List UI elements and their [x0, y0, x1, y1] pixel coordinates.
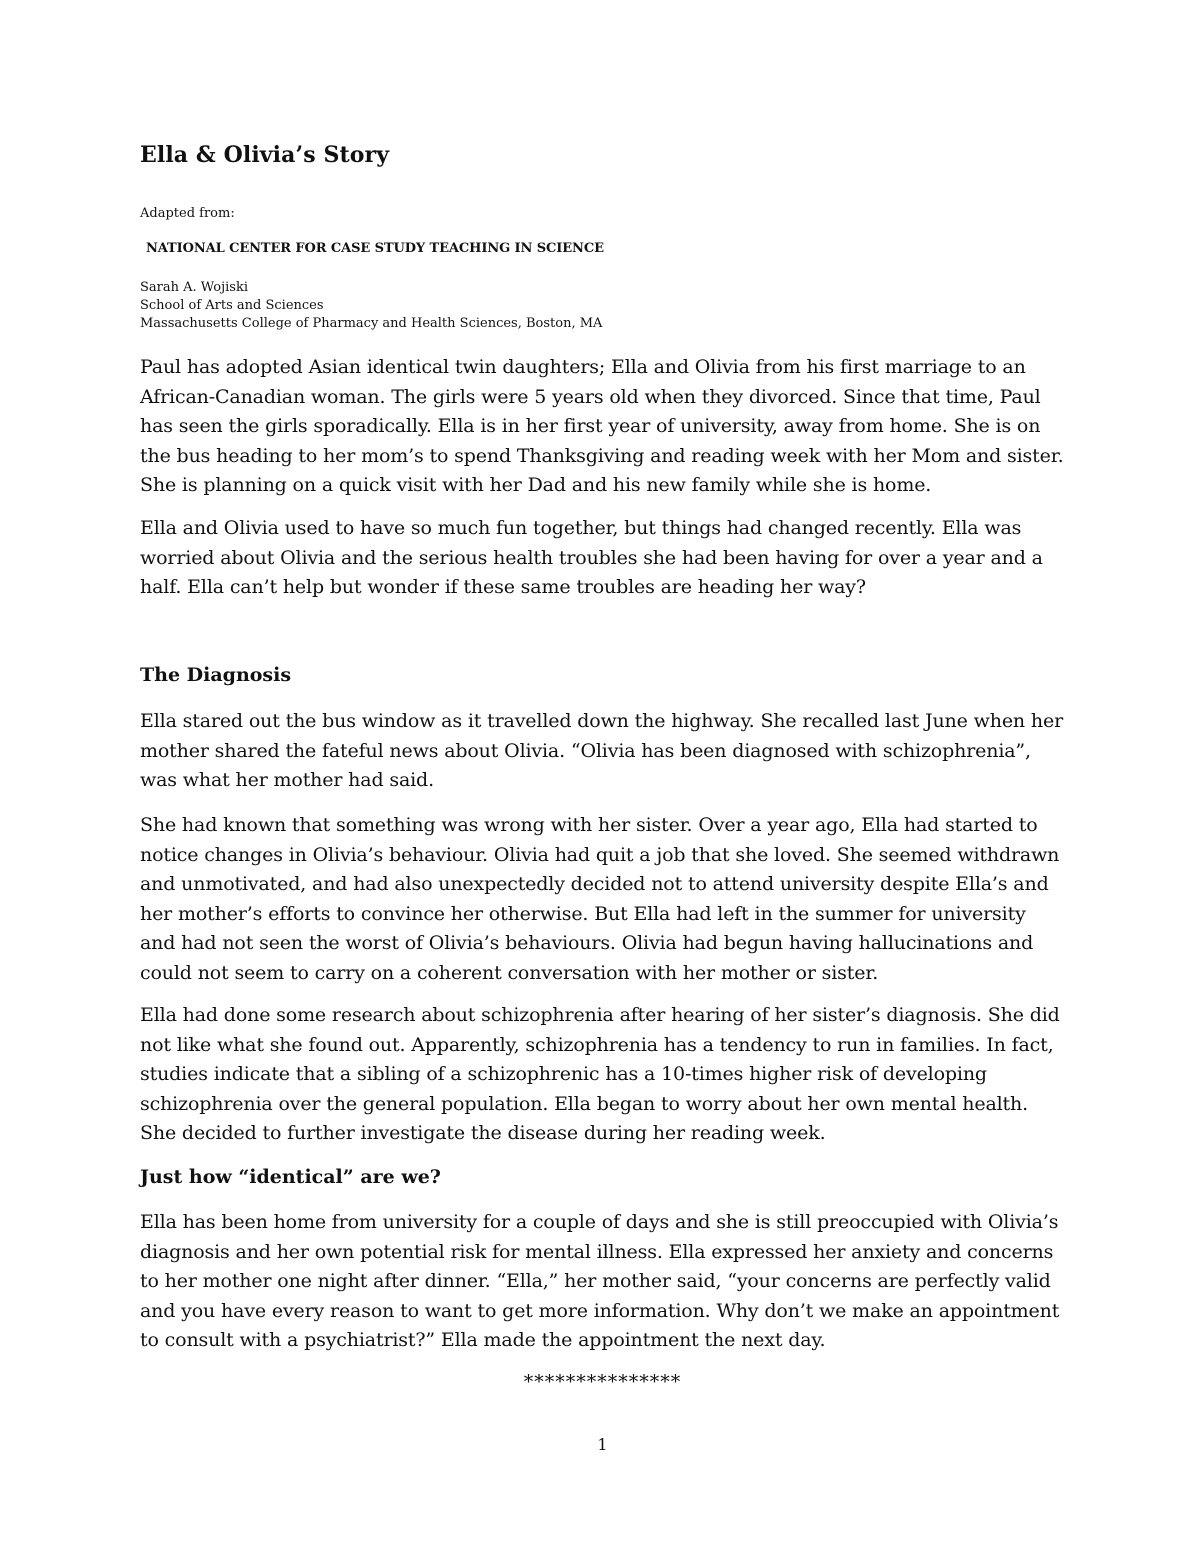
document-page [140, 0, 1065, 1553]
section-heading-diagnosis: The Diagnosis [140, 664, 292, 686]
author-school: School of Arts and Sciences [140, 298, 324, 313]
page-number: 1 [597, 1435, 608, 1454]
diagnosis-paragraph-2: She had known that something was wrong with her sister. Over a year ago, Ella had started to notice changes in Olivia’s behaviour. Olivia had quit a job that she loved. She seemed withdrawn and unmotivated, and had also unexpectedly decided not to attend university despite Ella’s and her mother’s efforts to convince her otherwise. But Ella had left in the summer for university and had not seen the worst of Olivia’s behaviours. Olivia had begun having hallucinations and could not seem to carry on a coherent conversation with her mother or sister. [140, 814, 1060, 984]
intro-paragraph-1: Paul has adopted Asian identical twin daughters; Ella and Olivia from his first marriage to an African-Canadian woman. The girls were 5 years old when they divorced. Since that time, Paul has seen the girls sporadically. Ella is in her first year of university, away from home. She is on the bus heading to her mom’s to spend Thanksgiving and reading week with her Mom and sister. She is planning on a quick visit with her Dad and his new family while she is home. [140, 356, 1064, 496]
diagnosis-paragraph-3: Ella had done some research about schizophrenia after hearing of her sister’s diagnosis. She did not like what she found out. Apparently, schizophrenia has a tendency to run in families. In fact, studies indicate that a sibling of a schizophrenic has a 10-times higher risk of developing schizophrenia over the general population. Ella began to worry about her own mental health. She decided to further investigate the disease during her reading week. [140, 1004, 1060, 1144]
adapted-from-label: Adapted from: [140, 206, 235, 221]
author-block [140, 279, 602, 333]
author-institution: Massachusetts College of Pharmacy and Health Sciences, Boston, MA [140, 316, 603, 331]
source-center-name: NATIONAL CENTER FOR CASE STUDY TEACHING IN SCIENCE [146, 241, 604, 256]
section-separator: *************** [523, 1371, 682, 1393]
section-heading-identical: Just how “identical” are we? [140, 1166, 441, 1188]
document-title: Ella & Olivia’s Story [140, 142, 390, 168]
identical-paragraph-1: Ella has been home from university for a couple of days and she is still preoccupied with Olivia’s diagnosis and her own potential risk for mental illness. Ella expressed her anxiety and concerns to her mother one night after dinner. “Ella,” her mother said, “your concerns are perfectly valid and you have every reason to want to get more information. Why don’t we make an appointment to consult with a psychiatrist?” Ella made the appointment the next day. [140, 1211, 1060, 1351]
author-name: Sarah A. Wojiski [140, 280, 248, 295]
diagnosis-paragraph-1: Ella stared out the bus window as it travelled down the highway. She recalled last June when her mother shared the fateful news about Olivia. “Olivia has been diagnosed with schizophrenia”, was what her mother had said. [140, 710, 1064, 791]
intro-paragraph-2: Ella and Olivia used to have so much fun together, but things had changed recently. Ella was worried about Olivia and the serious health troubles she had been having for over a year and a half. Ella can’t help but wonder if these same troubles are heading her way? [140, 517, 1043, 598]
